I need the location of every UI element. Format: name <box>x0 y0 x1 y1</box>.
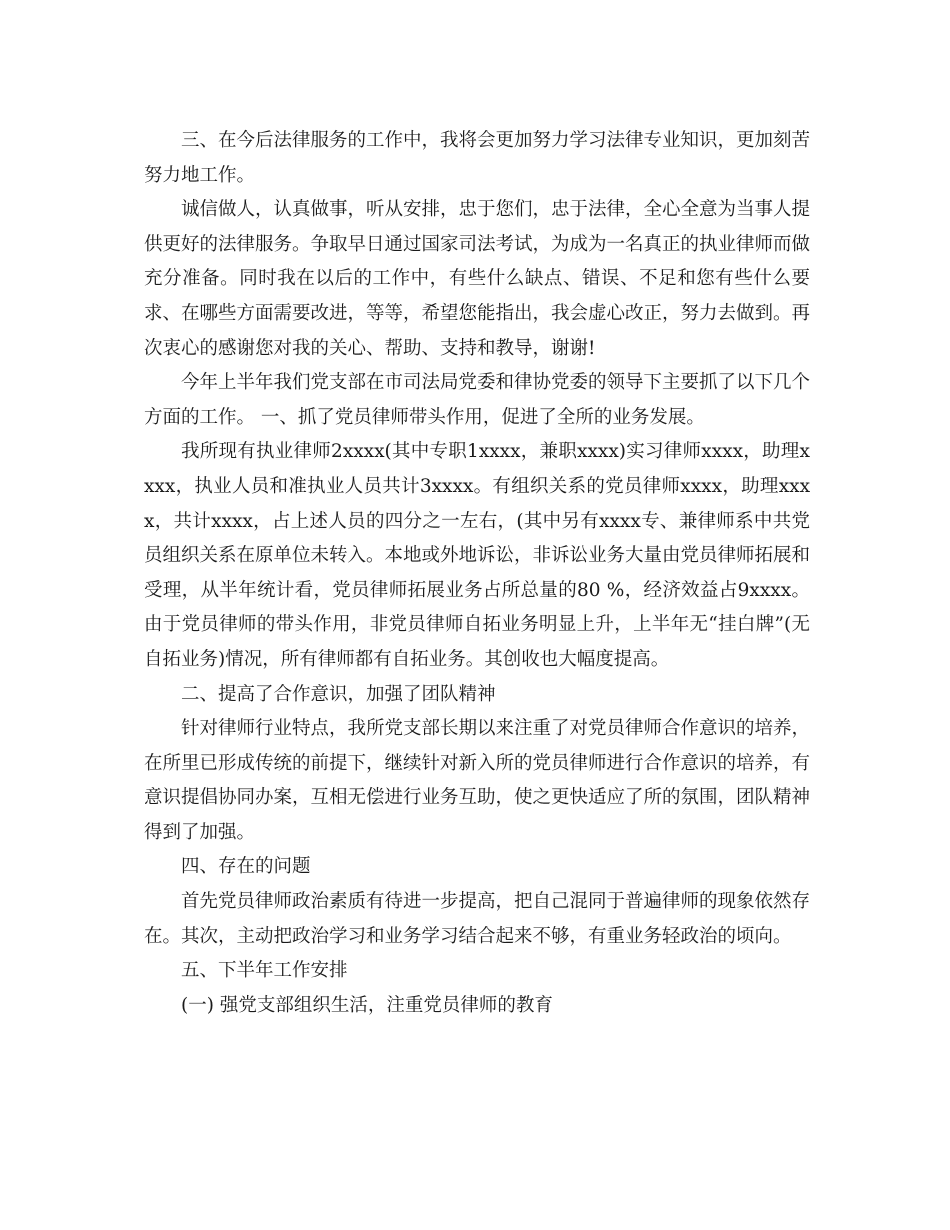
paragraph-problems: 首先党员律师政治素质有待进一步提高，把自己混同于普遍律师的现象依然存在。其次，主动把政治学习和业务学习结合起来不够，有重业务轻政治的顷向。 <box>144 891 811 947</box>
paragraph-plan-item-one: (一) 强党支部组织生活，注重党员律师的教育 <box>181 994 553 1016</box>
paragraph-staff-statistics: 我所现有执业律师2xxxx(其中专职1xxxx，兼职xxxx)实习律师xxxx，助理xxxx，执业人员和准执业人员共计3xxxx。有组织关系的党员律师xxxx，助理xxxx，共计xxxx，占上述人员的四分之一左右，(其中另有xxxx专、兼律师系中共党员组织关系在原单位未转入。本地或外地诉讼，非诉讼业务大量由党员律师拓展和受理，从半年统计看，党员律师拓展业务占所总量的80 %，经济效益占9xxxx。由于党员律师的带头作用，非党员律师自拓业务明显上升，上半年无“挂白牌”(无自拓业务)情况，所有律师都有自拓业务。其创收也大幅度提高。 <box>144 441 811 670</box>
heading-second-half-plan: 五、下半年工作安排 <box>181 960 348 982</box>
heading-cooperation: 二、提高了合作意识，加强了团队精神 <box>181 683 496 705</box>
paragraph-integrity-thanks: 诚信做人，认真做事，听从安排，忠于您们，忠于法律，全心全意为当事人提供更好的法律服务。争取早日通过国家司法考试，为成为一名真正的执业律师而做充分准备。同时我在以后的工作中，有些什么缺点、错误、不足和您有些什么要求、在哪些方面需要改进，等等，希望您能指出，我会虚心改正，努力去做到。再次衷心的感谢您对我的关心、帮助、支持和教导，谢谢! <box>144 199 811 359</box>
paragraph-first-half-intro: 今年上半年我们党支部在市司法局党委和律协党委的领导下主要抓了以下几个方面的工作。 一、抓了党员律师带头作用，促进了全所的业务发展。 <box>144 372 811 428</box>
paragraph-cooperation: 针对律师行业特点，我所党支部长期以来注重了对党员律师合作意识的培养，在所里已形成传统的前提下，继续针对新入所的党员律师进行合作意识的培养，有意识提倡协同办案，互相无偿进行业务互助，使之更快适应了所的氛围，团队精神得到了加强。 <box>144 718 811 843</box>
document-body <box>144 124 810 1023</box>
heading-problems: 四、存在的问题 <box>181 856 311 878</box>
paragraph-future-legal-service: 三、在今后法律服务的工作中，我将会更加努力学习法律专业知识，更加刻苦努力地工作。 <box>144 130 811 186</box>
